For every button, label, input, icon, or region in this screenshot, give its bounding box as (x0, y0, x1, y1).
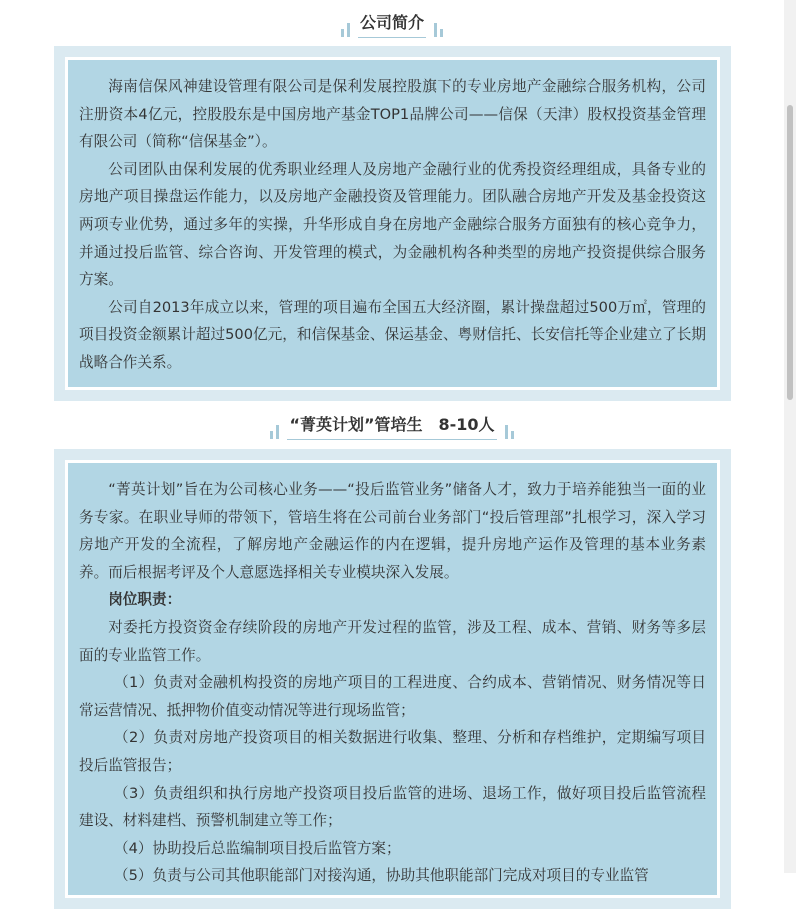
program-intro: “菁英计划”旨在为公司核心业务——“投后监管业务”储备人才，致力于培养能独当一面的业务专家。在职业导师的带领下，管培生将在公司前台业务部门“投后管理部”扎根学习，深入学习房地产开发的全流程，了解房地产金融运作的内在逻辑，提升房地产运作及管理的基本业务素养。而后根据考评及个人意愿选择相关专业模块深入发展。 (79, 481, 706, 581)
duty-item: （1）负责对金融机构投资的房地产项目的工程进度、合约成本、营销情况、财务情况等日常运营情况、抵押物价值变动情况等进行现场监管； (79, 674, 706, 719)
scrollbar-thumb[interactable] (787, 105, 793, 400)
duty-item: （5）负责与公司其他职能部门对接沟通，协助其他职能部门完成对项目的专业监管 (114, 867, 649, 885)
duties-intro: 对委托方投资资金存续阶段的房地产开发过程的监管，涉及工程、成本、营销、财务等多层面的专业监管工作。 (79, 618, 706, 664)
title-decoration-left (341, 21, 350, 37)
duty-item: （4）协助投后总监编制项目投后监管方案； (114, 839, 401, 857)
section-header-trainee (0, 412, 784, 440)
duty-item: （3）负责组织和执行房地产投资项目投后监管的进场、退场工作，做好项目投后监管流程建设、材料建档、预警机制建立等工作； (79, 784, 706, 830)
section-title-company: 公司简介 (358, 10, 426, 38)
trainee-program-text (79, 476, 706, 890)
company-paragraph-2: 公司团队由保利发展的优秀职业经理人及房地产金融行业的优秀投资经理组成，具备专业的房地产项目操盘运作能力，以及房地产金融投资及管理能力。团队融合房地产开发及基金投资这两项专业优势，通过多年的实操，升华形成自身在房地产金融综合服务方面独有的核心竞争力，并通过投后监管、综合咨询、开发管理的模式，为金融机构各种类型的房地产投资提供综合服务方案。 (79, 160, 706, 289)
title-decoration-left (270, 423, 279, 439)
duty-item: （2）负责对房地产投资项目的相关数据进行收集、整理、分析和存档维护，定期编写项目投后监管报告； (79, 729, 706, 774)
vertical-scrollbar[interactable] (784, 0, 796, 873)
duties-heading: 岗位职责： (108, 591, 182, 609)
title-decoration-right (434, 21, 443, 37)
section-title-trainee: “菁英计划”管培生 8-10人 (287, 412, 496, 440)
company-paragraph-3: 公司自2013年成立以来，管理的项目遍布全国五大经济圈，累计操盘超过500万㎡，管理的项目投资金额累计超过500亿元，和信保基金、保运基金、粤财信托、长安信托等企业建立了长期战略合作关系。 (79, 298, 706, 371)
section-header-company (0, 10, 784, 38)
title-decoration-right (505, 423, 514, 439)
company-paragraph-1: 海南信保风神建设管理有限公司是保利发展控股旗下的专业房地产金融综合服务机构，公司注册资本4亿元，控股股东是中国房地产基金TOP1品牌公司——信保（天津）股权投资基金管理有限公司（简称“信保基金”）。 (79, 78, 706, 151)
company-intro-text (79, 73, 706, 377)
